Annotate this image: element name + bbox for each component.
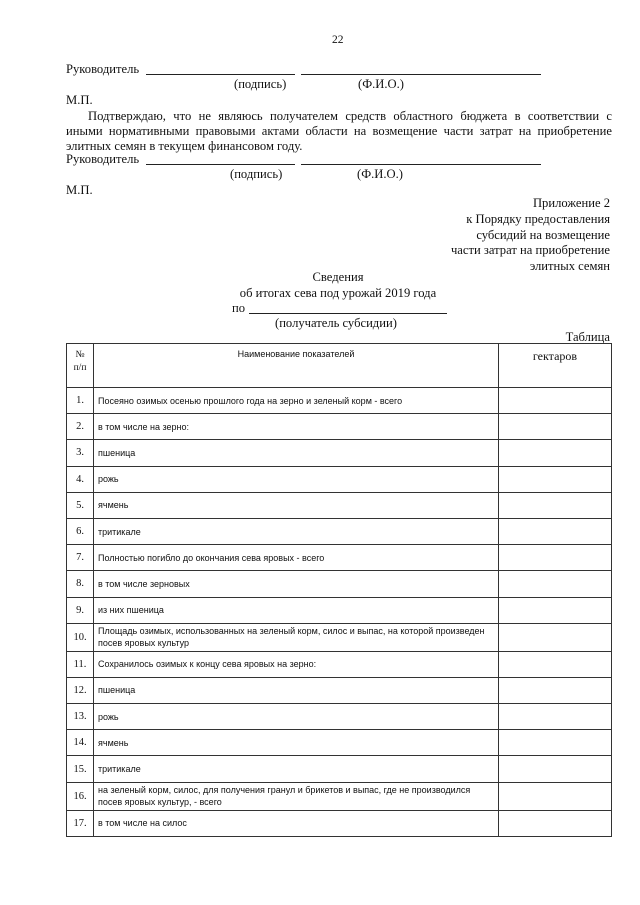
row-indicator: рожь [94,466,499,492]
row-value-cell[interactable] [499,651,612,677]
table-label: Таблица [565,330,610,344]
row-indicator: пшеница [94,677,499,703]
row-number: 1. [67,388,94,414]
row-number: 2. [67,414,94,440]
row-value-cell[interactable] [499,782,612,810]
table-row [67,466,612,492]
row-indicator: из них пшеница [94,597,499,623]
table-row [67,651,612,677]
row-indicator: ячмень [94,492,499,518]
row-indicator: Посеяно озимых осенью прошлого года на зерно и зеленый корм - всего [94,388,499,414]
row-number: 14. [67,730,94,756]
row-value-cell[interactable] [499,571,612,597]
table-row [67,677,612,703]
row-number: 8. [67,571,94,597]
results-table [66,343,612,837]
row-indicator: ячмень [94,730,499,756]
table-row [67,704,612,730]
row-value-cell[interactable] [499,414,612,440]
confirmation-paragraph [66,109,612,154]
table-row [67,414,612,440]
row-number: 6. [67,518,94,544]
row-number: 11. [67,651,94,677]
sig1-role: Руководитель [66,62,140,76]
row-number: 4. [67,466,94,492]
row-number: 17. [67,810,94,836]
row-number: 10. [67,623,94,651]
row-value-cell[interactable] [499,518,612,544]
row-value-cell[interactable] [499,810,612,836]
table-row [67,810,612,836]
appendix-line-2: к Порядку предоставления [466,211,610,226]
sig1-podpis-caption: (подпись) [234,77,287,91]
recipient-line [249,313,447,314]
row-indicator: в том числе зерновых [94,571,499,597]
row-indicator: тритикале [94,518,499,544]
page-number: 22 [332,34,344,46]
row-value-cell[interactable] [499,545,612,571]
table-row [67,440,612,466]
confirmation-line-2: иными нормативными правовыми актами области на возмещение части затрат на приобретение [66,124,612,138]
recipient-caption: (получатель субсидии) [275,316,397,330]
sig1-stamp-place: М.П. [66,93,93,107]
row-number: 13. [67,704,94,730]
table-row [67,597,612,623]
appendix-line-1: Приложение 2 [532,196,610,210]
table-row [67,492,612,518]
po-label: по [232,301,246,315]
row-number: 3. [67,440,94,466]
document-title: Сведения [312,270,364,284]
row-indicator: пшеница [94,440,499,466]
row-number: 12. [67,677,94,703]
appendix-line-5: элитных семян [529,259,610,274]
document-subtitle: об итогах сева под урожай 2019 года [239,286,437,300]
row-number: 7. [67,545,94,571]
table-row [67,730,612,756]
row-value-cell[interactable] [499,492,612,518]
appendix-header [451,196,610,275]
sig2-podpis-caption: (подпись) [230,167,283,181]
row-indicator: Площадь озимых, использованных на зеленый корм, силос и выпас, на которой произведен посев яровых культур [94,623,499,651]
table-row [67,518,612,544]
table-row [67,756,612,782]
sig2-role: Руководитель [66,152,140,166]
row-value-cell[interactable] [499,756,612,782]
sig2-name-line [301,164,541,165]
row-value-cell[interactable] [499,623,612,651]
header-num: № п/п [67,344,94,388]
confirmation-line-1: Подтверждаю, что не являюсь получателем средств областного бюджета в соответствии с [88,109,612,123]
table-row [67,782,612,810]
appendix-line-4: части затрат на приобретение [450,243,610,258]
row-value-cell[interactable] [499,730,612,756]
row-value-cell[interactable] [499,440,612,466]
row-indicator: Сохранилось озимых к концу сева яровых на зерно: [94,651,499,677]
table-row [67,388,612,414]
row-indicator: тритикале [94,756,499,782]
header-hectares: гектаров [499,344,612,388]
sig1-fio-caption: (Ф.И.О.) [358,77,404,91]
sig1-signature-line [146,74,295,75]
sig2-signature-line [146,164,295,165]
row-value-cell[interactable] [499,597,612,623]
row-value-cell[interactable] [499,677,612,703]
row-value-cell[interactable] [499,466,612,492]
row-number: 15. [67,756,94,782]
appendix-line-3: субсидий на возмещение [476,227,610,242]
row-indicator: Полностью погибло до окончания сева яровых - всего [94,545,499,571]
sig2-stamp-place: М.П. [66,183,93,197]
table-row [67,545,612,571]
table-header-row [67,344,612,388]
table-row [67,623,612,651]
header-name: Наименование показателей [94,344,499,388]
row-value-cell[interactable] [499,388,612,414]
row-number: 5. [67,492,94,518]
row-indicator: на зеленый корм, силос, для получения гранул и брикетов и выпас, где не производился посев яровых культур, - всего [94,782,499,810]
row-number: 9. [67,597,94,623]
table-row [67,571,612,597]
confirmation-line-3: элитных семян в текущем финансовом году. [66,139,303,153]
row-number: 16. [67,782,94,810]
row-indicator: рожь [94,704,499,730]
sig2-fio-caption: (Ф.И.О.) [357,167,403,181]
sig1-name-line [301,74,541,75]
row-value-cell[interactable] [499,704,612,730]
row-indicator: в том числе на силос [94,810,499,836]
row-indicator: в том числе на зерно: [94,414,499,440]
